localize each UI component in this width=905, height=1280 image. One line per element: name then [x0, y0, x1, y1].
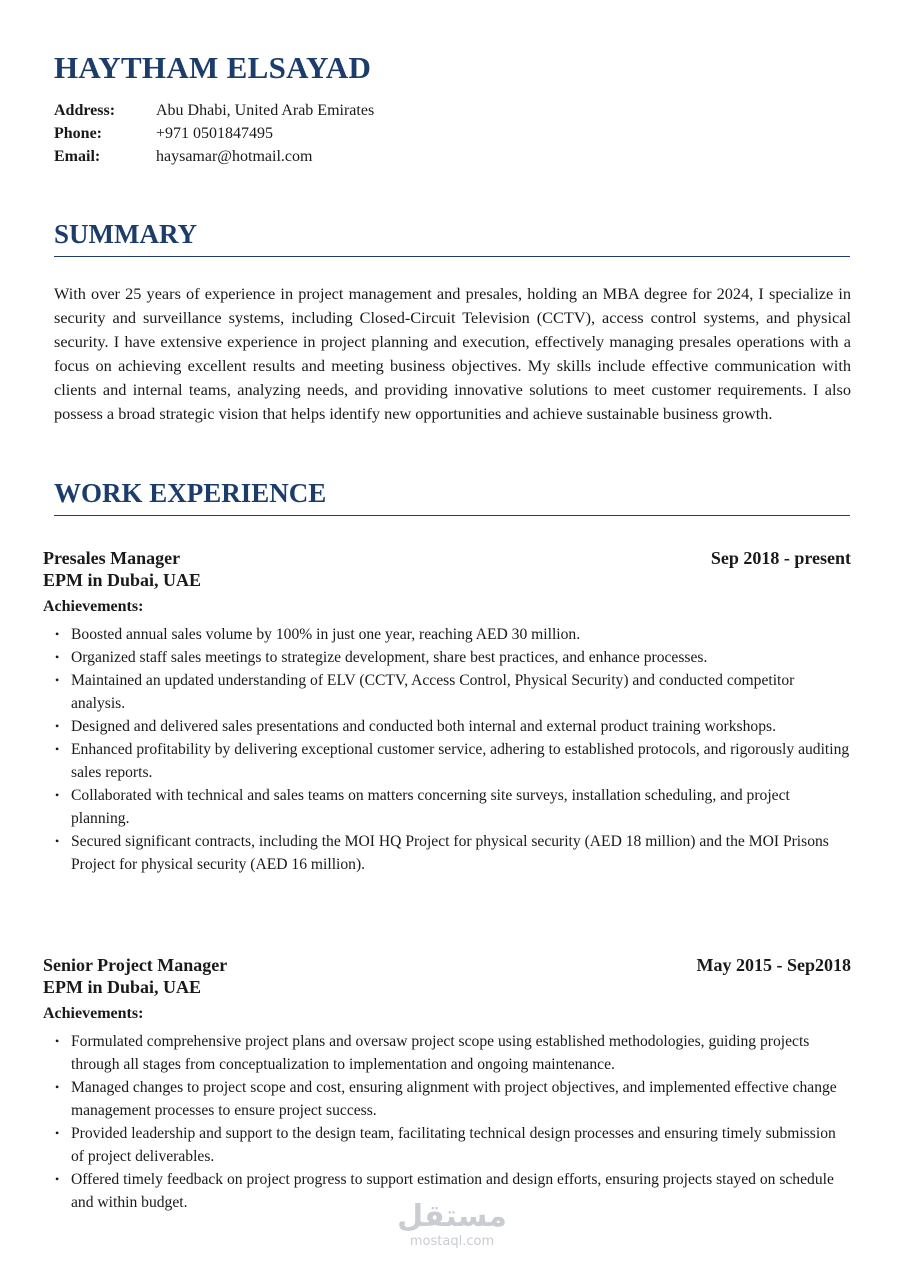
- list-item: • Enhanced profitability by delivering exceptional customer service, adhering to established protocols, and rigorously auditing sales reports.: [43, 738, 851, 784]
- job-role: Presales Manager: [43, 548, 181, 568]
- contact-row-email: [54, 145, 374, 168]
- candidate-name: HAYTHAM ELSAYAD: [54, 50, 372, 85]
- work-experience-heading: WORK EXPERIENCE: [54, 478, 850, 516]
- list-item: • Provided leadership and support to the design team, facilitating technical design processes and ensuring timely submission of project deliverables.: [43, 1122, 851, 1168]
- achievements-label: Achievements:: [43, 1005, 144, 1022]
- list-item: • Formulated comprehensive project plans and oversaw project scope using established methodologies, guiding projects through all stages from conceptualization to implementation and ongoing maintenance.: [43, 1030, 851, 1076]
- list-item: • Offered timely feedback on project progress to support estimation and design efforts, ensuring projects stayed on schedule and within budget.: [43, 1168, 851, 1214]
- job-dates: Sep 2018 - present: [710, 548, 851, 568]
- achievements-label: Achievements:: [43, 598, 144, 615]
- achievements-list: [43, 1030, 851, 1214]
- achievements-list: [43, 623, 851, 876]
- list-item: • Designed and delivered sales presentations and conducted both internal and external product training workshops.: [43, 715, 851, 738]
- contact-row-phone: [54, 122, 374, 145]
- job-role: Senior Project Manager: [43, 955, 228, 975]
- job-presales-manager: [43, 547, 851, 876]
- job-header: [43, 954, 851, 976]
- job-company: EPM in Dubai, UAE: [43, 570, 202, 590]
- summary-heading: SUMMARY: [54, 219, 850, 257]
- watermark-logo: مستقل: [397, 1199, 507, 1234]
- list-item: • Boosted annual sales volume by 100% in just one year, reaching AED 30 million.: [43, 623, 851, 646]
- list-item: • Managed changes to project scope and cost, ensuring alignment with project objectives, and implemented effective change management processes to ensure project success.: [43, 1076, 851, 1122]
- job-dates: May 2015 - Sep2018: [696, 955, 851, 975]
- address-label: Address:: [54, 102, 116, 119]
- address-value: Abu Dhabi, United Arab Emirates: [156, 102, 375, 119]
- list-item: • Collaborated with technical and sales teams on matters concerning site surveys, installation scheduling, and project planning.: [43, 784, 851, 830]
- email-value: haysamar@hotmail.com: [156, 148, 313, 165]
- job-company: EPM in Dubai, UAE: [43, 977, 202, 997]
- list-item: • Organized staff sales meetings to strategize development, share best practices, and enhance processes.: [43, 646, 851, 669]
- phone-value: +971 0501847495: [156, 125, 274, 142]
- phone-label: Phone:: [54, 125, 102, 142]
- list-item: • Secured significant contracts, including the MOI HQ Project for physical security (AED 18 million) and the MOI Prisons Project for physical security (AED 16 million).: [43, 830, 851, 876]
- list-item: • Maintained an updated understanding of ELV (CCTV, Access Control, Physical Security) and conducted competitor analysis.: [43, 669, 851, 715]
- summary-text: With over 25 years of experience in project management and presales, holding an MBA degree for 2024, I specialize in security and surveillance systems, including Closed-Circuit Television (CCTV), access control systems, and physical security. I have extensive experience in project planning and execution, effectively managing presales operations with a focus on achieving excellent results and meeting business objectives. My skills include effective communication with clients and internal teams, analyzing needs, and providing innovative solutions to meet customer requirements. I also possess a broad strategic vision that helps identify new opportunities and achieve sustainable business growth.: [54, 284, 851, 423]
- job-senior-project-manager: [43, 954, 851, 1214]
- contact-row-address: [54, 99, 374, 122]
- contact-block: [54, 99, 374, 168]
- mostaql-watermark: [392, 1200, 512, 1250]
- email-label: Email:: [54, 148, 101, 165]
- job-header: [43, 547, 851, 569]
- watermark-domain: mostaql.com: [409, 1234, 495, 1249]
